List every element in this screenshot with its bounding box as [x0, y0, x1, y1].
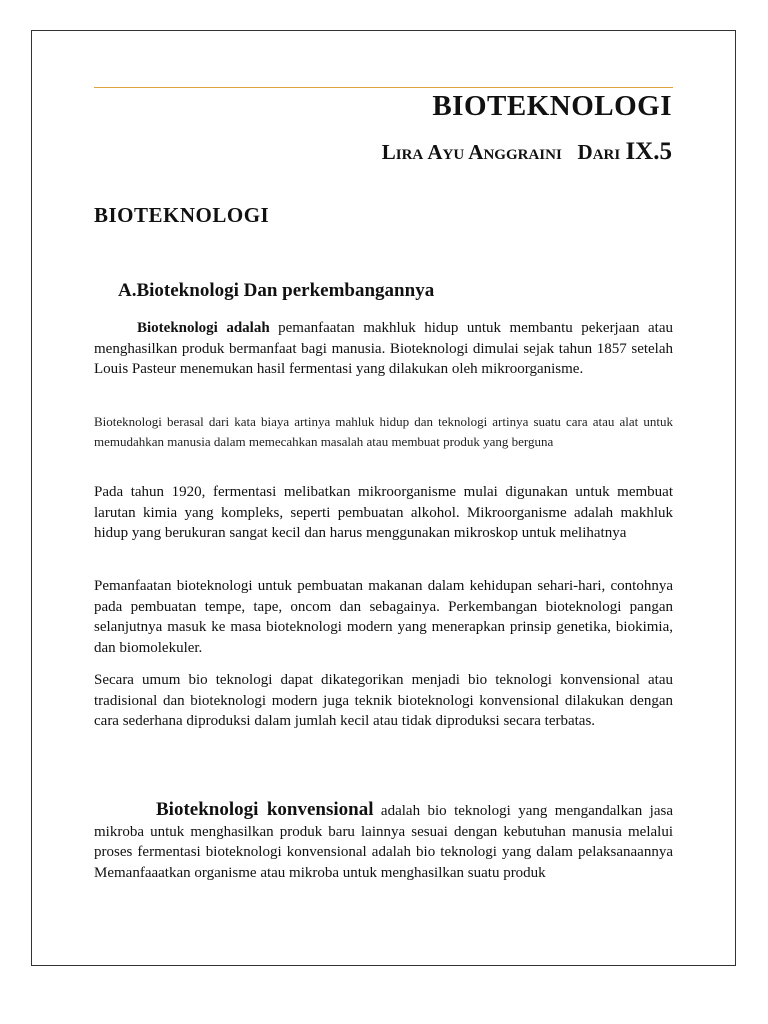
section-heading: BIOTEKNOLOGI — [94, 203, 270, 227]
author-line — [382, 138, 672, 166]
paragraph-1 — [94, 318, 673, 380]
paragraph-1-text: pemanfaatan makhluk hidup untuk membantu pekerjaan atau menghasilkan produk bermanfaat bagi manusia. Bioteknologi dimulai sejak tahun 1857 setelah Louis Pasteur menemukan hasil fermentasi yang dilakukan oleh mikroorganisme. — [94, 320, 673, 377]
document-title: BIOTEKNOLOGI — [432, 90, 672, 122]
paragraph-5: Secara umum bio teknologi dapat dikategorikan menjadi bio teknologi konvensional atau tradisional dan bioteknologi modern juga teknik bioteknologi konvensional dilakukan dengan cara sederhana diproduksi dalam jumlah kecil atau tidak diproduksi secara terbatas. — [94, 672, 673, 729]
author-class: IX.5 — [625, 138, 672, 165]
paragraph-2: Bioteknologi berasal dari kata biaya artinya mahluk hidup dan teknologi artinya suatu cara atau alat untuk memudahkan manusia dalam memecahkan masalah atau membuat produk yang berguna — [94, 414, 673, 449]
author-from: Dari — [577, 140, 621, 164]
paragraph-6-bold: Bioteknologi konvensional — [156, 799, 374, 820]
paragraph-6 — [94, 800, 673, 883]
paragraph-3: Pada tahun 1920, fermentasi melibatkan mikroorganisme mulai digunakan untuk membuat larutan kimia yang kompleks, seperti pembuatan alkohol. Mikroorganisme adalah makhluk hidup yang berukuran sangat kecil dan harus menggunakan mikroskop untuk melihatnya — [94, 484, 673, 541]
subsection-heading: A.Bioteknologi Dan perkembangannya — [118, 280, 435, 301]
header-rule — [94, 87, 673, 88]
paragraph-1-bold: Bioteknologi adalah — [137, 320, 270, 336]
paragraph-6-text: adalah bio teknologi yang mengandalkan jasa mikroba untuk menghasilkan produk baru lainnya sesuai dengan kebutuhan manusia melalui proses fermentasi bioteknologi konvensional adalah bio teknologi yang dalam pelaksanaannya Memanfaaatkan organisme atau mikroba untuk menghasilkan suatu produk — [94, 803, 673, 881]
author-name: Lira Ayu Anggraini — [381, 140, 562, 164]
paragraph-4: Pemanfaatan bioteknologi untuk pembuatan makanan dalam kehidupan sehari-hari, contohnya pada pembuatan tempe, tape, oncom dan sebagainya. Perkembangan bioteknologi pangan selanjutnya masuk ke masa bioteknologi modern yang menerapkan prinsip genetika, biokimia, dan biomolekuler. — [94, 578, 673, 656]
